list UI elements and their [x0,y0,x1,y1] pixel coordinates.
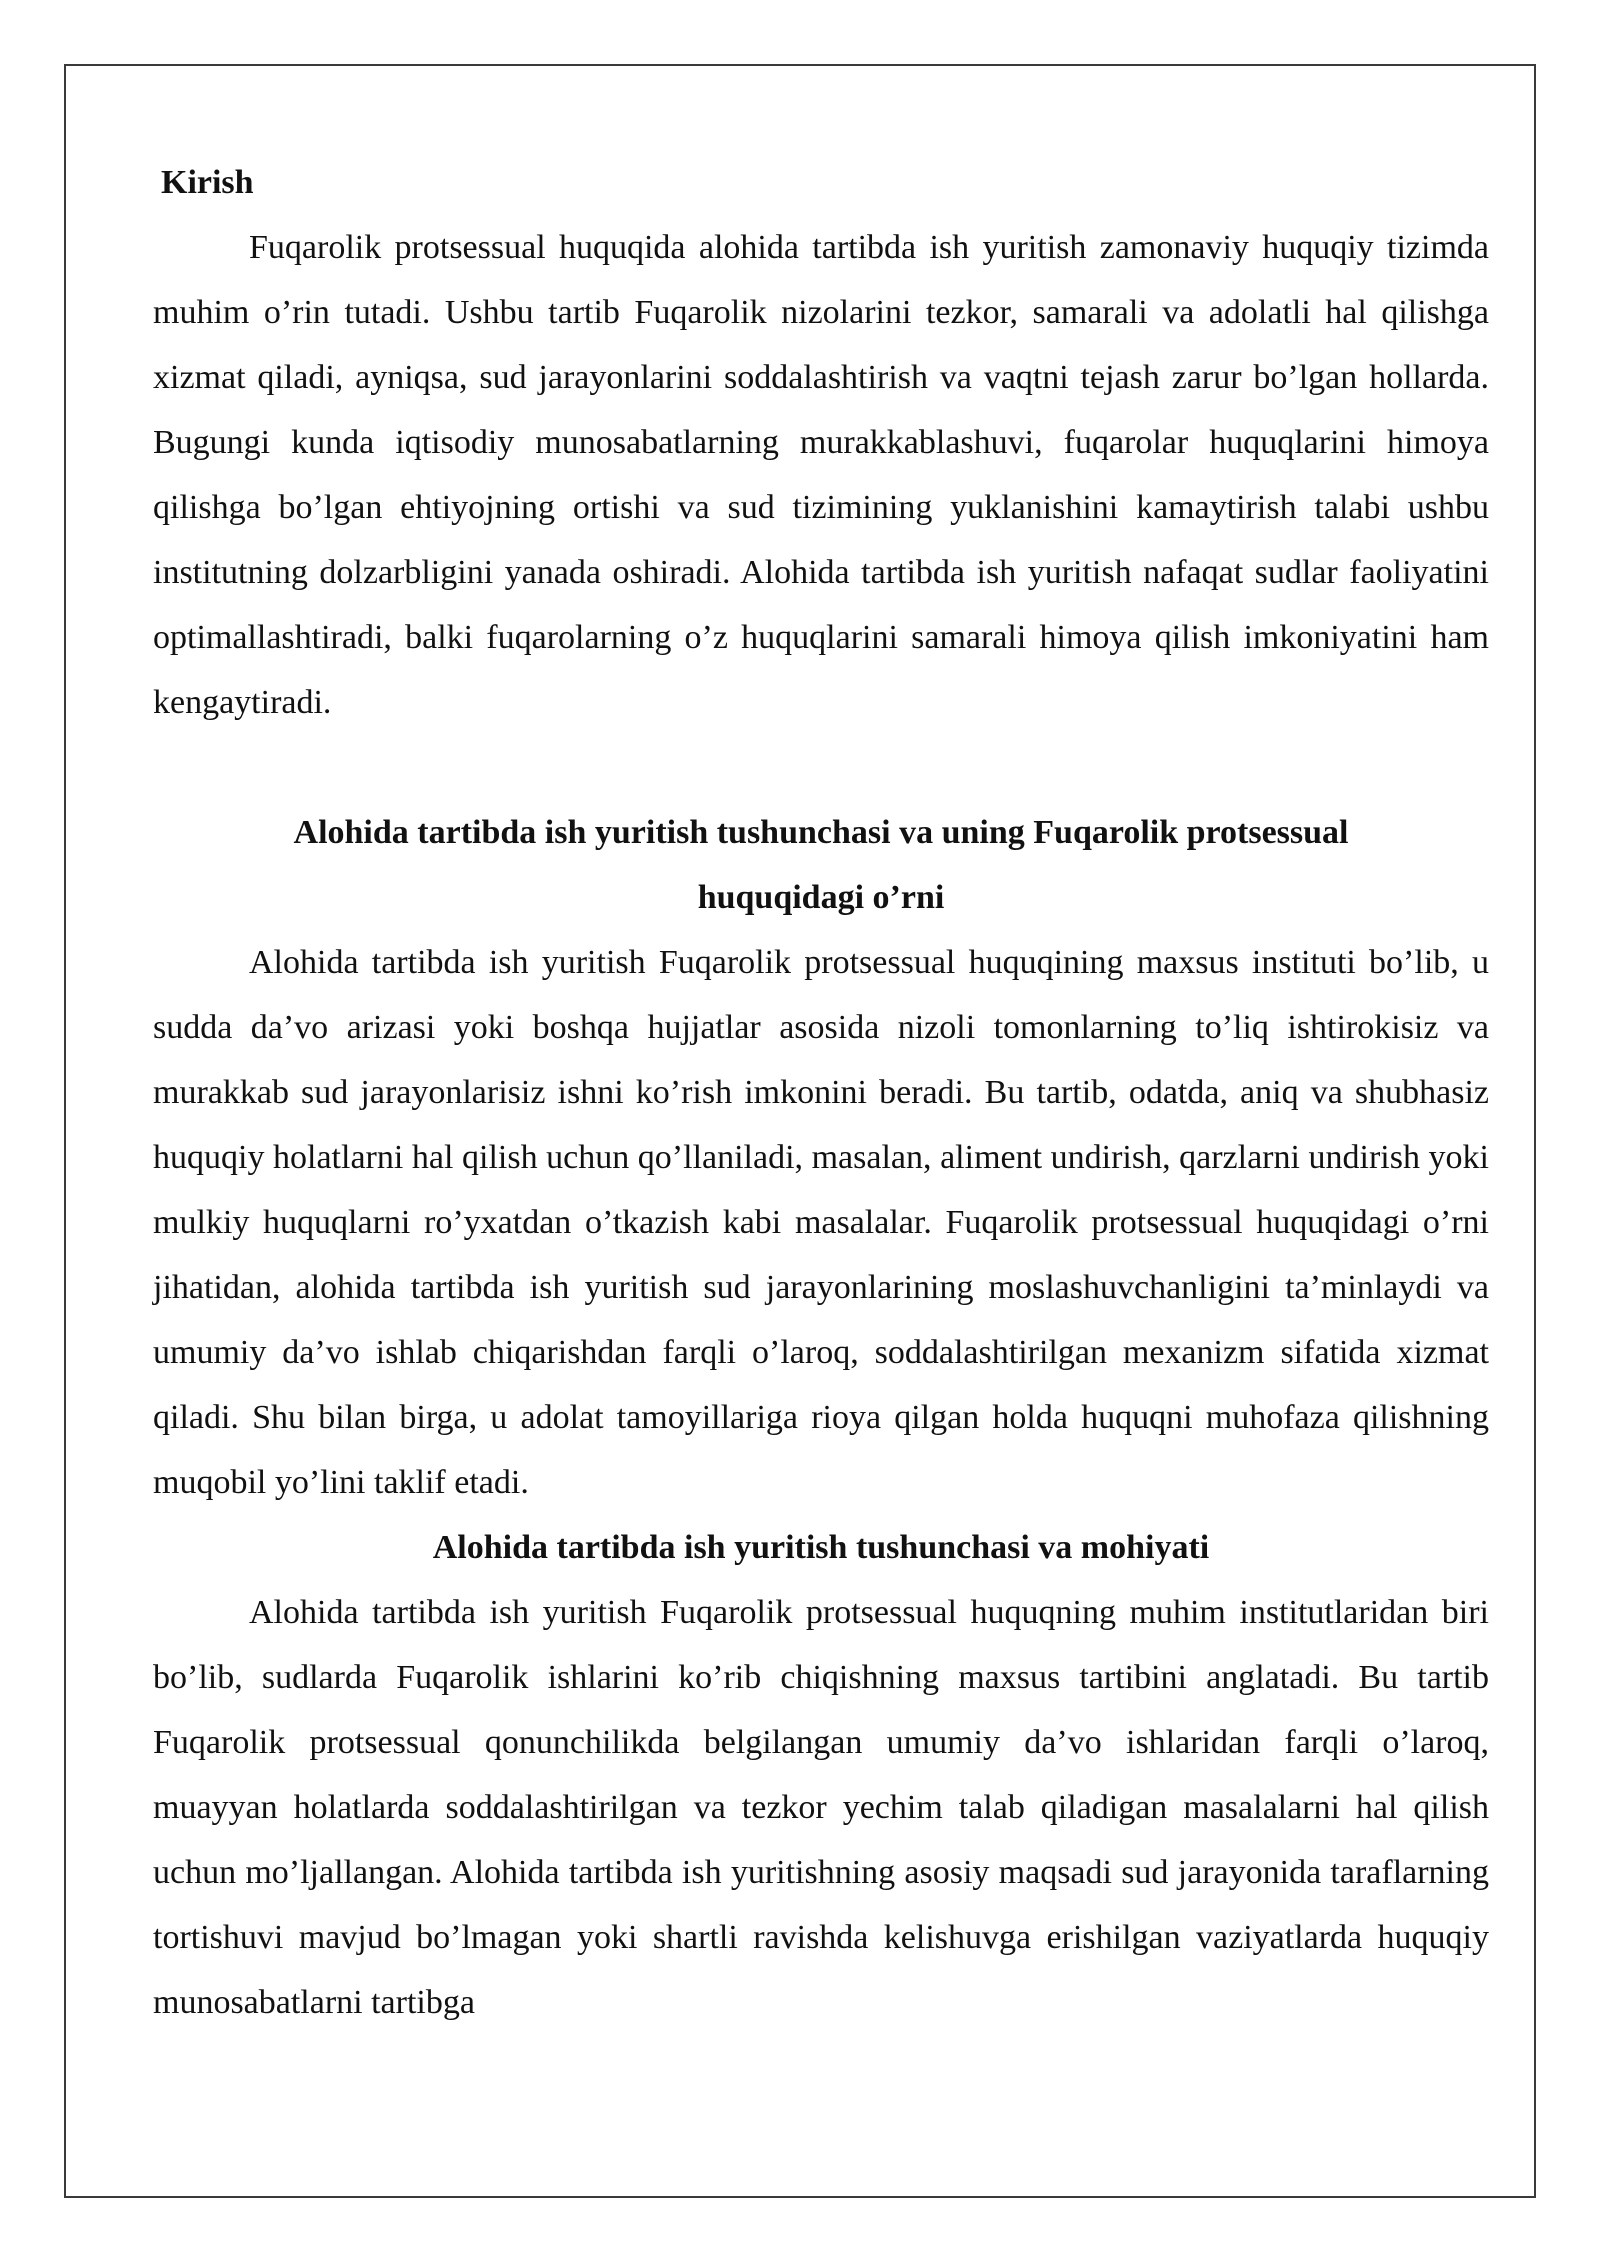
section1-heading-line2: huquqidagi o’rni [697,879,945,916]
section-spacer [153,735,1489,800]
section1-paragraph: Alohida tartibda ish yuritish Fuqarolik protsessual huquqining maxsus instituti bo’lib, u sudda da’vo arizasi yoki boshqa hujjatlar asosida nizoli tomonlarning to’liq ishtirokisiz va murakkab sud jarayonlarisiz ishni ko’rish imkonini beradi. Bu tartib, odatda, aniq va shubhasiz huquqiy holatlarni hal qilish uchun qo’llaniladi, masalan, aliment undirish, qarzlarni undirish yoki mulkiy huquqlarni ro’yxatdan o’tkazish kabi masalalar. Fuqarolik protsessual huquqidagi o’rni jihatidan, alohida tartibda ish yuritish sud jarayonlarining moslashuvchanligini ta’minlaydi va umumiy da’vo ishlab chiqarishdan farqli o’laroq, soddalashtirilgan mexanizm sifatida xizmat qiladi. Shu bilan birga, u adolat tamoyillariga rioya qilgan holda huquqni muhofaza qilishning muqobil yo’lini taklif etadi. [153,944,1489,1501]
section1-heading-line1: Alohida tartibda ish yuritish tushunchasi va uning Fuqarolik protsessual [293,814,1349,851]
section2-paragraph: Alohida tartibda ish yuritish Fuqarolik protsessual huquqning muhim institutlaridan biri bo’lib, sudlarda Fuqarolik ishlarini ko’rib chiqishning maxsus tartibini anglatadi. Bu tartib Fuqarolik protsessual qonunchilikda belgilangan umumiy da’vo ishlaridan farqli o’laroq, muayyan holatlarda soddalashtirilgan va tezkor yechim talab qiladigan masalalarni hal qilish uchun mo’ljallangan. Alohida tartibda ish yuritishning asosiy maqsadi sud jarayonida taraflarning tortishuvi mavjud bo’lmagan yoki shartli ravishda kelishuvga erishilgan vaziyatlarda huquqiy munosabatlarni tartibga [153,1594,1489,2021]
document-body [153,150,1489,2035]
section2-heading: Alohida tartibda ish yuritish tushunchasi va mohiyati [432,1529,1210,1566]
intro-heading: Kirish [161,164,254,201]
intro-paragraph: Fuqarolik protsessual huquqida alohida tartibda ish yuritish zamonaviy huquqiy tizimda muhim o’rin tutadi. Ushbu tartib Fuqarolik nizolarini tezkor, samarali va adolatli hal qilishga xizmat qiladi, ayniqsa, sud jarayonlarini soddalashtirish va vaqtni tejash zarur bo’lgan hollarda. Bugungi kunda iqtisodiy munosabatlarning murakkablashuvi, fuqarolar huquqlarini himoya qilishga bo’lgan ehtiyojning ortishi va sud tizimining yuklanishini kamaytirish talabi ushbu institutning dolzarbligini yanada oshiradi. Alohida tartibda ish yuritish nafaqat sudlar faoliyatini optimallashtiradi, balki fuqarolarning o’z huquqlarini samarali himoya qilish imkoniyatini ham kengaytiradi. [153,229,1489,721]
